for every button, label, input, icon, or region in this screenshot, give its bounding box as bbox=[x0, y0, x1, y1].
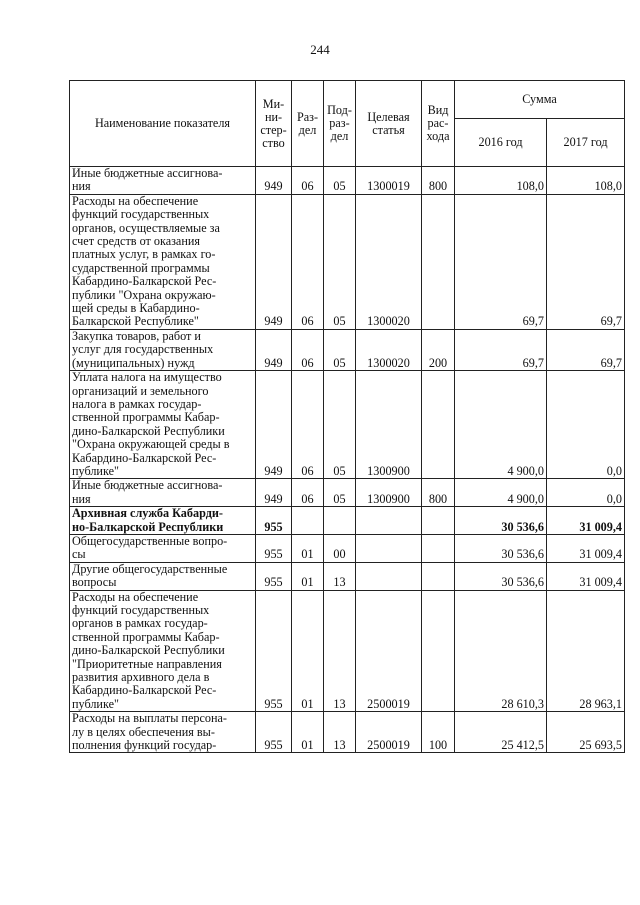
row-sum-2016-cell: 108,0 bbox=[455, 167, 547, 195]
row-sum-2016-cell: 28 610,3 bbox=[455, 590, 547, 712]
row-section-cell: 06 bbox=[292, 329, 324, 370]
row-sum-2016-cell: 4 900,0 bbox=[455, 371, 547, 479]
row-sum-2017-cell: 108,0 bbox=[547, 167, 625, 195]
row-name-cell: Расходы на обеспечение функций государственных органов, осуществляемые за счет средств от оказания платных услуг, в рамках го- сударственной программы Кабардино-Балкарской Рес- публики "Охрана окружаю- щей среды в Кабардино- Балкарской Республике" bbox=[70, 194, 256, 329]
table-row bbox=[70, 712, 625, 753]
header-name: Наименование показателя bbox=[70, 81, 256, 167]
header-subsection: Под- раз- дел bbox=[324, 81, 356, 167]
table-row bbox=[70, 194, 625, 329]
row-subsection-cell: 13 bbox=[324, 712, 356, 753]
row-target-cell: 1300020 bbox=[356, 194, 422, 329]
table-row bbox=[70, 479, 625, 507]
row-section-cell bbox=[292, 507, 324, 535]
row-name-cell: Общегосударственные вопро- сы bbox=[70, 534, 256, 562]
row-section-cell: 01 bbox=[292, 562, 324, 590]
row-target-cell: 1300019 bbox=[356, 167, 422, 195]
row-target-cell: 1300020 bbox=[356, 329, 422, 370]
budget-table bbox=[69, 80, 625, 753]
row-name-cell: Другие общегосударственные вопросы bbox=[70, 562, 256, 590]
row-target-cell: 1300900 bbox=[356, 479, 422, 507]
table-body bbox=[70, 167, 625, 753]
row-expense-type-cell bbox=[422, 590, 455, 712]
row-ministry-cell: 949 bbox=[256, 371, 292, 479]
row-section-cell: 01 bbox=[292, 590, 324, 712]
row-sum-2017-cell: 0,0 bbox=[547, 371, 625, 479]
row-sum-2017-cell: 69,7 bbox=[547, 329, 625, 370]
row-expense-type-cell bbox=[422, 534, 455, 562]
row-subsection-cell: 05 bbox=[324, 479, 356, 507]
row-sum-2016-cell: 25 412,5 bbox=[455, 712, 547, 753]
row-subsection-cell: 00 bbox=[324, 534, 356, 562]
row-section-cell: 06 bbox=[292, 194, 324, 329]
row-name-cell: Иные бюджетные ассигнова- ния bbox=[70, 167, 256, 195]
row-subsection-cell: 13 bbox=[324, 590, 356, 712]
row-expense-type-cell: 200 bbox=[422, 329, 455, 370]
row-section-cell: 06 bbox=[292, 479, 324, 507]
row-sum-2017-cell: 69,7 bbox=[547, 194, 625, 329]
row-name-cell: Закупка товаров, работ и услуг для государственных (муниципальных) нужд bbox=[70, 329, 256, 370]
row-ministry-cell: 949 bbox=[256, 194, 292, 329]
page-number: 244 bbox=[310, 42, 330, 57]
table-row bbox=[70, 167, 625, 195]
row-expense-type-cell: 100 bbox=[422, 712, 455, 753]
row-sum-2017-cell: 31 009,4 bbox=[547, 534, 625, 562]
row-section-cell: 01 bbox=[292, 534, 324, 562]
row-name-cell: Иные бюджетные ассигнова- ния bbox=[70, 479, 256, 507]
row-target-cell bbox=[356, 562, 422, 590]
row-target-cell bbox=[356, 534, 422, 562]
row-ministry-cell: 955 bbox=[256, 590, 292, 712]
row-subsection-cell: 05 bbox=[324, 371, 356, 479]
row-section-cell: 06 bbox=[292, 371, 324, 479]
table-row bbox=[70, 329, 625, 370]
row-ministry-cell: 955 bbox=[256, 712, 292, 753]
row-sum-2016-cell: 30 536,6 bbox=[455, 562, 547, 590]
row-name-cell: Расходы на выплаты персона- лу в целях обеспечения вы- полнения функций государ- bbox=[70, 712, 256, 753]
row-sum-2016-cell: 69,7 bbox=[455, 194, 547, 329]
header-ministry: Ми- ни- стер- ство bbox=[256, 81, 292, 167]
header-year-2017: 2017 год bbox=[547, 119, 625, 167]
row-subsection-cell: 13 bbox=[324, 562, 356, 590]
row-ministry-cell: 955 bbox=[256, 507, 292, 535]
row-target-cell bbox=[356, 507, 422, 535]
row-sum-2017-cell: 31 009,4 bbox=[547, 507, 625, 535]
row-expense-type-cell bbox=[422, 194, 455, 329]
row-expense-type-cell bbox=[422, 507, 455, 535]
row-sum-2016-cell: 30 536,6 bbox=[455, 534, 547, 562]
row-ministry-cell: 955 bbox=[256, 534, 292, 562]
table-row bbox=[70, 534, 625, 562]
row-section-cell: 06 bbox=[292, 167, 324, 195]
row-ministry-cell: 949 bbox=[256, 329, 292, 370]
row-expense-type-cell: 800 bbox=[422, 167, 455, 195]
table-row bbox=[70, 371, 625, 479]
row-name-cell: Расходы на обеспечение функций государственных органов в рамках государ- ственной программы Кабар- дино-Балкарской Республики "Приоритетные направления развития архивного дела в Кабардино-Балкарской Рес- публике" bbox=[70, 590, 256, 712]
row-expense-type-cell bbox=[422, 562, 455, 590]
table-row bbox=[70, 507, 625, 535]
row-subsection-cell: 05 bbox=[324, 167, 356, 195]
row-target-cell: 1300900 bbox=[356, 371, 422, 479]
row-ministry-cell: 949 bbox=[256, 167, 292, 195]
row-subsection-cell bbox=[324, 507, 356, 535]
row-ministry-cell: 949 bbox=[256, 479, 292, 507]
row-sum-2016-cell: 4 900,0 bbox=[455, 479, 547, 507]
row-section-cell: 01 bbox=[292, 712, 324, 753]
row-sum-2017-cell: 31 009,4 bbox=[547, 562, 625, 590]
row-target-cell: 2500019 bbox=[356, 712, 422, 753]
row-subsection-cell: 05 bbox=[324, 194, 356, 329]
table-row bbox=[70, 562, 625, 590]
row-sum-2017-cell: 25 693,5 bbox=[547, 712, 625, 753]
row-subsection-cell: 05 bbox=[324, 329, 356, 370]
row-sum-2017-cell: 28 963,1 bbox=[547, 590, 625, 712]
row-ministry-cell: 955 bbox=[256, 562, 292, 590]
row-name-cell: Архивная служба Кабарди- но-Балкарской Республики bbox=[70, 507, 256, 535]
row-target-cell: 2500019 bbox=[356, 590, 422, 712]
header-target: Целевая статья bbox=[356, 81, 422, 167]
row-expense-type-cell bbox=[422, 371, 455, 479]
row-expense-type-cell: 800 bbox=[422, 479, 455, 507]
header-year-2016: 2016 год bbox=[455, 119, 547, 167]
header-sum: Сумма bbox=[455, 81, 625, 119]
row-sum-2016-cell: 30 536,6 bbox=[455, 507, 547, 535]
header-section: Раз- дел bbox=[292, 81, 324, 167]
table-row bbox=[70, 590, 625, 712]
row-sum-2017-cell: 0,0 bbox=[547, 479, 625, 507]
header-expense-type: Вид рас- хода bbox=[422, 81, 455, 167]
row-name-cell: Уплата налога на имущество организаций и земельного налога в рамках государ- ственной программы Кабар- дино-Балкарской Республики "Охрана окружающей среды в Кабардино-Балкарской Рес- публике" bbox=[70, 371, 256, 479]
row-sum-2016-cell: 69,7 bbox=[455, 329, 547, 370]
